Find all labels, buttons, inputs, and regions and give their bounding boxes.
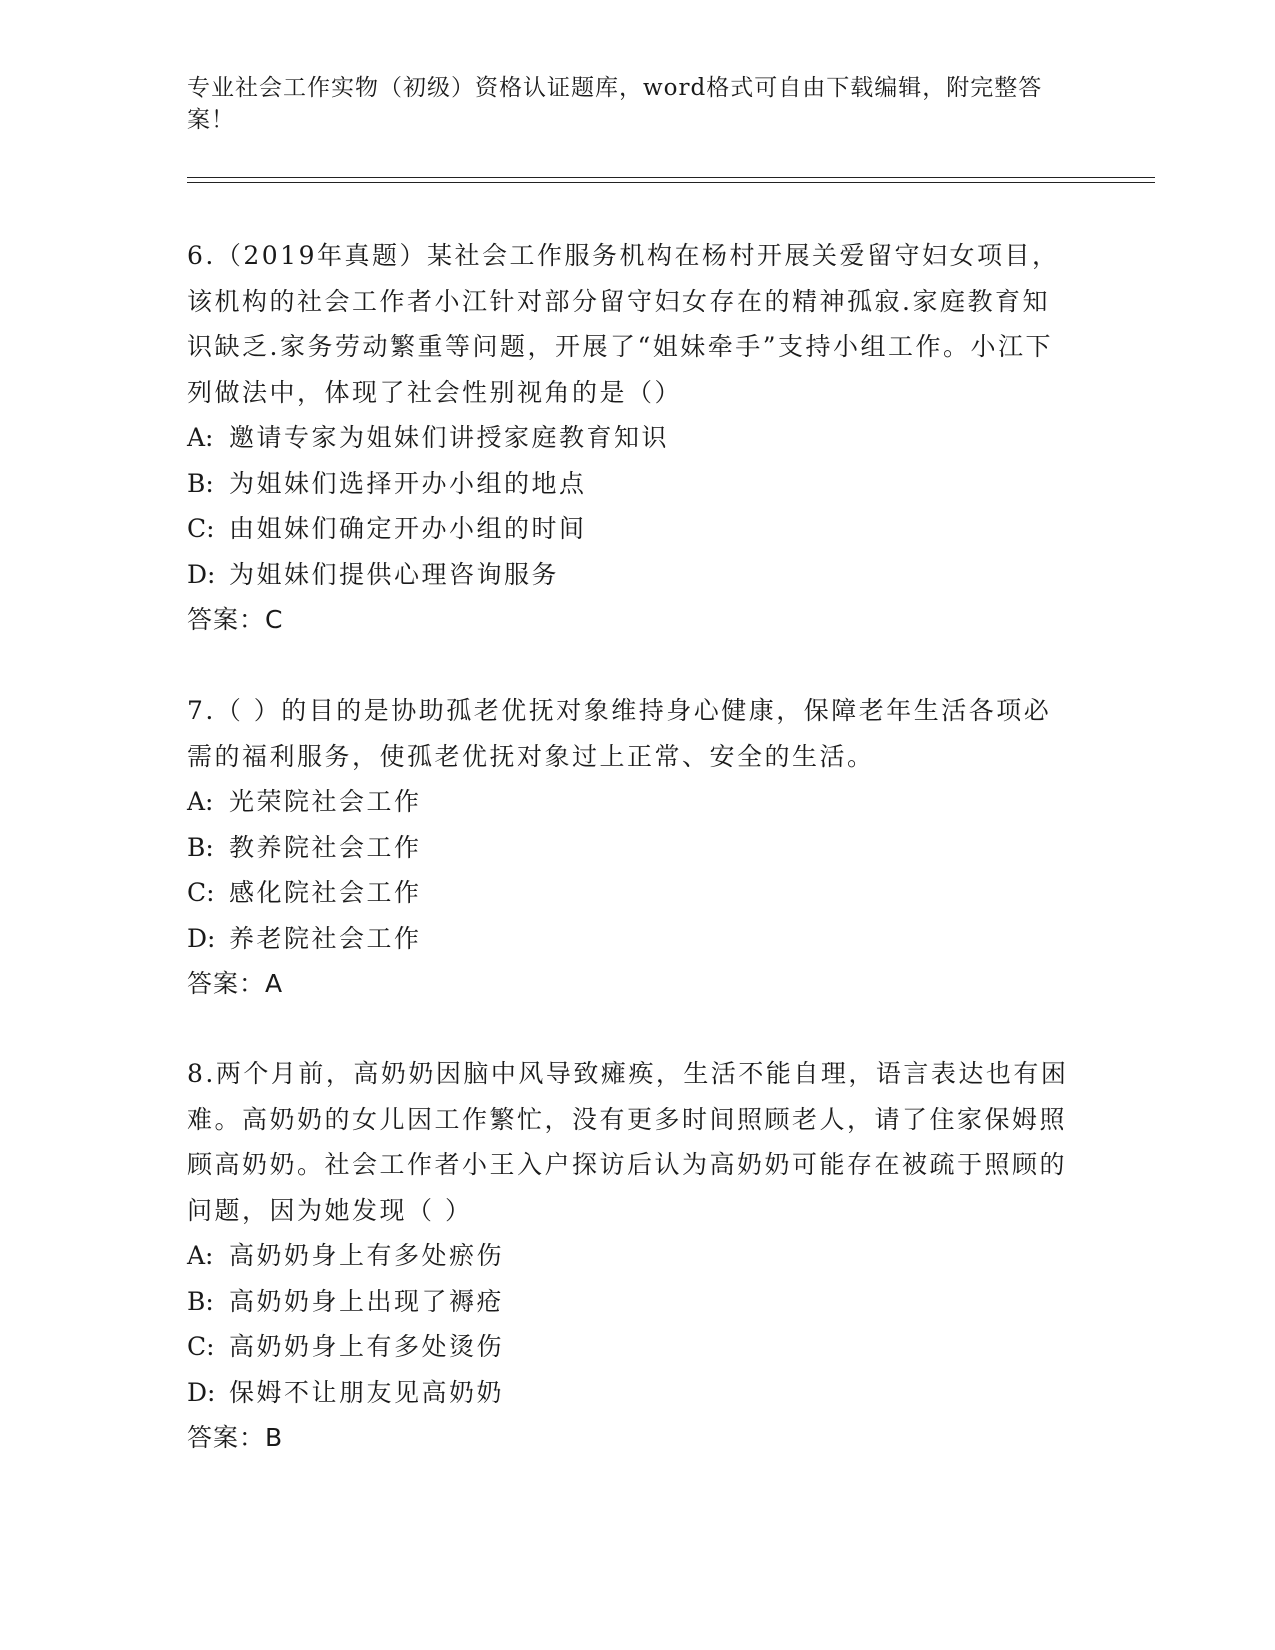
option-a [187, 415, 1077, 461]
option-key: B: [187, 468, 214, 498]
option-key: D: [187, 1377, 216, 1407]
question-stem: 8.两个月前，高奶奶因脑中风导致瘫痪，生活不能自理，语言表达也有困难。高奶奶的女儿因工作繁忙，没有更多时间照顾老人，请了住家保姆照顾高奶奶。社会工作者小王入户探访后认为高奶奶可能存在被疏于照顾的问题，因为她发现（ ） [187, 1059, 1069, 1225]
option-d [187, 1370, 1077, 1416]
option-c [187, 1324, 1077, 1370]
question-8 [187, 1051, 1077, 1461]
option-text: 为姐妹们提供心理咨询服务 [229, 559, 560, 589]
page-header: 专业社会工作实物（初级）资格认证题库，word格式可自由下载编辑，附完整答案！ [187, 75, 1043, 133]
header-divider-top [187, 177, 1155, 178]
option-key: C: [187, 878, 215, 907]
option-d [187, 552, 1077, 598]
option-text: 由姐妹们确定开办小组的时间 [229, 514, 587, 543]
option-c [187, 506, 1077, 552]
option-text: 保姆不让朋友见高奶奶 [229, 1377, 505, 1407]
option-key: A: [187, 423, 214, 452]
option-a [187, 779, 1077, 825]
option-text: 高奶奶身上有多处烫伤 [229, 1332, 505, 1361]
question-stem: 6.（2019年真题）某社会工作服务机构在杨村开展关爱留守妇女项目，该机构的社会工作者小江针对部分留守妇女存在的精神孤寂.家庭教育知识缺乏.家务劳动繁重等问题，开展了“姐妹牵手”支持小组工作。小江下列做法中，体现了社会性别视角的是（） [187, 241, 1060, 407]
option-key: D: [187, 559, 216, 589]
option-key: B: [187, 832, 214, 862]
option-c [187, 870, 1077, 916]
option-text: 养老院社会工作 [229, 923, 422, 953]
question-stem: 7.（ ）的目的是协助孤老优抚对象维持身心健康，保障老年生活各项必需的福利服务，使孤老优抚对象过上正常、安全的生活。 [187, 696, 1052, 771]
option-text: 为姐妹们选择开办小组的地点 [229, 468, 587, 498]
option-key: A: [187, 787, 214, 816]
option-text: 光荣院社会工作 [229, 787, 422, 816]
option-text: 感化院社会工作 [229, 878, 422, 907]
option-text: 高奶奶身上出现了褥疮 [229, 1286, 505, 1316]
option-text: 教养院社会工作 [229, 832, 422, 862]
question-6 [187, 233, 1077, 643]
option-key: C: [187, 514, 215, 543]
question-7 [187, 688, 1077, 1007]
option-key: D: [187, 923, 216, 953]
option-text: 高奶奶身上有多处瘀伤 [229, 1241, 505, 1270]
option-b [187, 461, 1077, 507]
option-b [187, 825, 1077, 871]
option-key: C: [187, 1332, 215, 1361]
header-divider-bottom [187, 182, 1155, 183]
option-key: B: [187, 1286, 214, 1316]
option-a [187, 1233, 1077, 1279]
option-b [187, 1279, 1077, 1325]
answer-line: 答案：A [187, 969, 284, 998]
answer-line: 答案：B [187, 1423, 284, 1452]
option-d [187, 916, 1077, 962]
option-text: 邀请专家为姐妹们讲授家庭教育知识 [229, 423, 670, 452]
answer-line: 答案：C [187, 605, 284, 634]
option-key: A: [187, 1241, 214, 1270]
